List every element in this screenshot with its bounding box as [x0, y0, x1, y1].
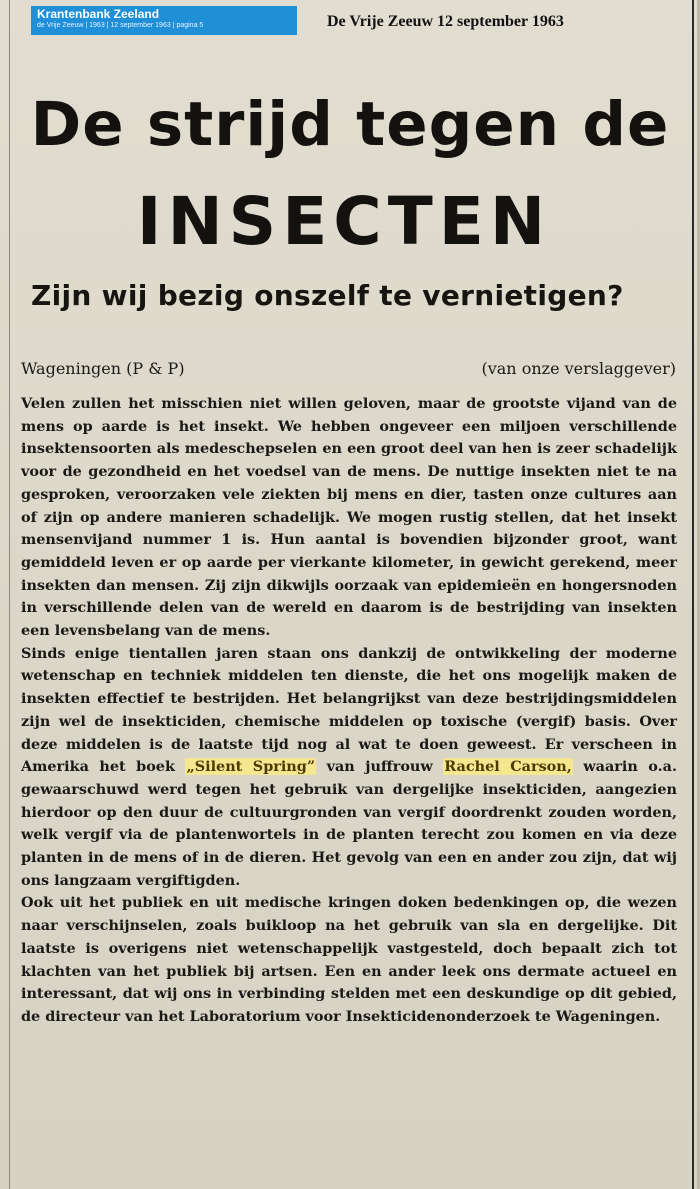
article-paragraph-3: Ook uit het publiek en uit medische kringen doken bedenkingen op, die wezen naar verschijnselen, zoals buikloop na het gebruik van sla en dergelijke. Dit laatste is overigens niet wetenschappelijk vastgesteld, doch bepaalt zich tot klachten van het publiek bij artsen. Een en ander leek ons dermate actueel en interessant, dat wij ons in verbinding stelden met een deskundige op dit gebied, de directeur van het Laboratorium voor Insekticidenonderzoek te Wageningen.: [21, 894, 677, 1025]
source-badge-subtitle: de Vrije Zeeuw | 1963 | 12 september 1963 | pagina 5: [37, 22, 204, 29]
dateline-place: Wageningen (P & P): [21, 359, 185, 378]
issue-line: De Vrije Zeeuw 12 september 1963: [327, 13, 564, 30]
highlight-author-name: Rachel Carson,: [444, 758, 572, 776]
source-badge-title: Krantenbank Zeeland: [37, 7, 160, 21]
article-paragraph-2: [21, 643, 677, 893]
article-body: [21, 393, 677, 1029]
article-paragraph-1: Velen zullen het misschien niet willen geloven, maar de grootste vijand van de mens op aarde is het insekt. We hebben ongeveer een miljoen verschillende insektensoorten als medeschepselen en een groot deel van hen is zeer schadelijk voor de gezondheid en het voedsel van de mens. De nuttige insekten niet te na gesproken, veroorzaken vele ziekten bij mens en dier, tasten onze cultures aan of zijn op andere manieren schadelijk. We mogen rustig stellen, dat het insekt mensenvijand nummer 1 is. Hun aantal is bovendien bijzonder groot, want gemiddeld leven er op aarde per vierkante kilometer, in gewicht gerekend, meer insekten dan mensen. Zij zijn dikwijls oorzaak van epidemieën en hongersnoden in verschillende delen van de wereld en daarom is de bestrijding van insekten een levensbelang van de mens.: [21, 395, 677, 640]
article-paragraph-2-rest: waarin o.a. gewaarschuwd werd tegen het gebruik van dergelijke insekticiden, aangezien hierdoor op den duur de cultuurgronden van vergif doordrenkt zouden worden, welk vergif via de plantenwortels in de planten terecht zou komen en via deze planten in de mens of in de dieren. Het gevolg van een en ander zou zijn, dat wij ons langzaam vergiftigden.: [21, 758, 677, 889]
dateline: [21, 357, 676, 381]
highlight-book-title: „Silent Spring”: [186, 758, 316, 776]
article-paragraph-2-mid: van juffrouw: [326, 758, 433, 776]
article-paragraph-2-text: Sinds enige tientallen jaren staan ons dankzij de ontwikkeling der moderne wetenschap en techniek middelen ten dienste, die het ons mogelijk maken de insekten effectief te bestrijden. Het belangrijkst van deze bestrijdingsmiddelen zijn wel de insekticiden, chemische middelen op toxische (vergif) basis. Over deze middelen is de laatste tijd nog al wat te doen geweest. Er verscheen in Amerika het boek: [21, 644, 677, 776]
dateline-source: (van onze verslaggever): [481, 359, 676, 378]
source-badge[interactable]: [31, 6, 297, 35]
headline-line-1: De strijd tegen de: [30, 89, 670, 160]
headline-subtitle: Zijn wij bezig onszelf te vernietigen?: [31, 279, 624, 312]
headline-line-2: INSECTEN: [136, 183, 552, 260]
